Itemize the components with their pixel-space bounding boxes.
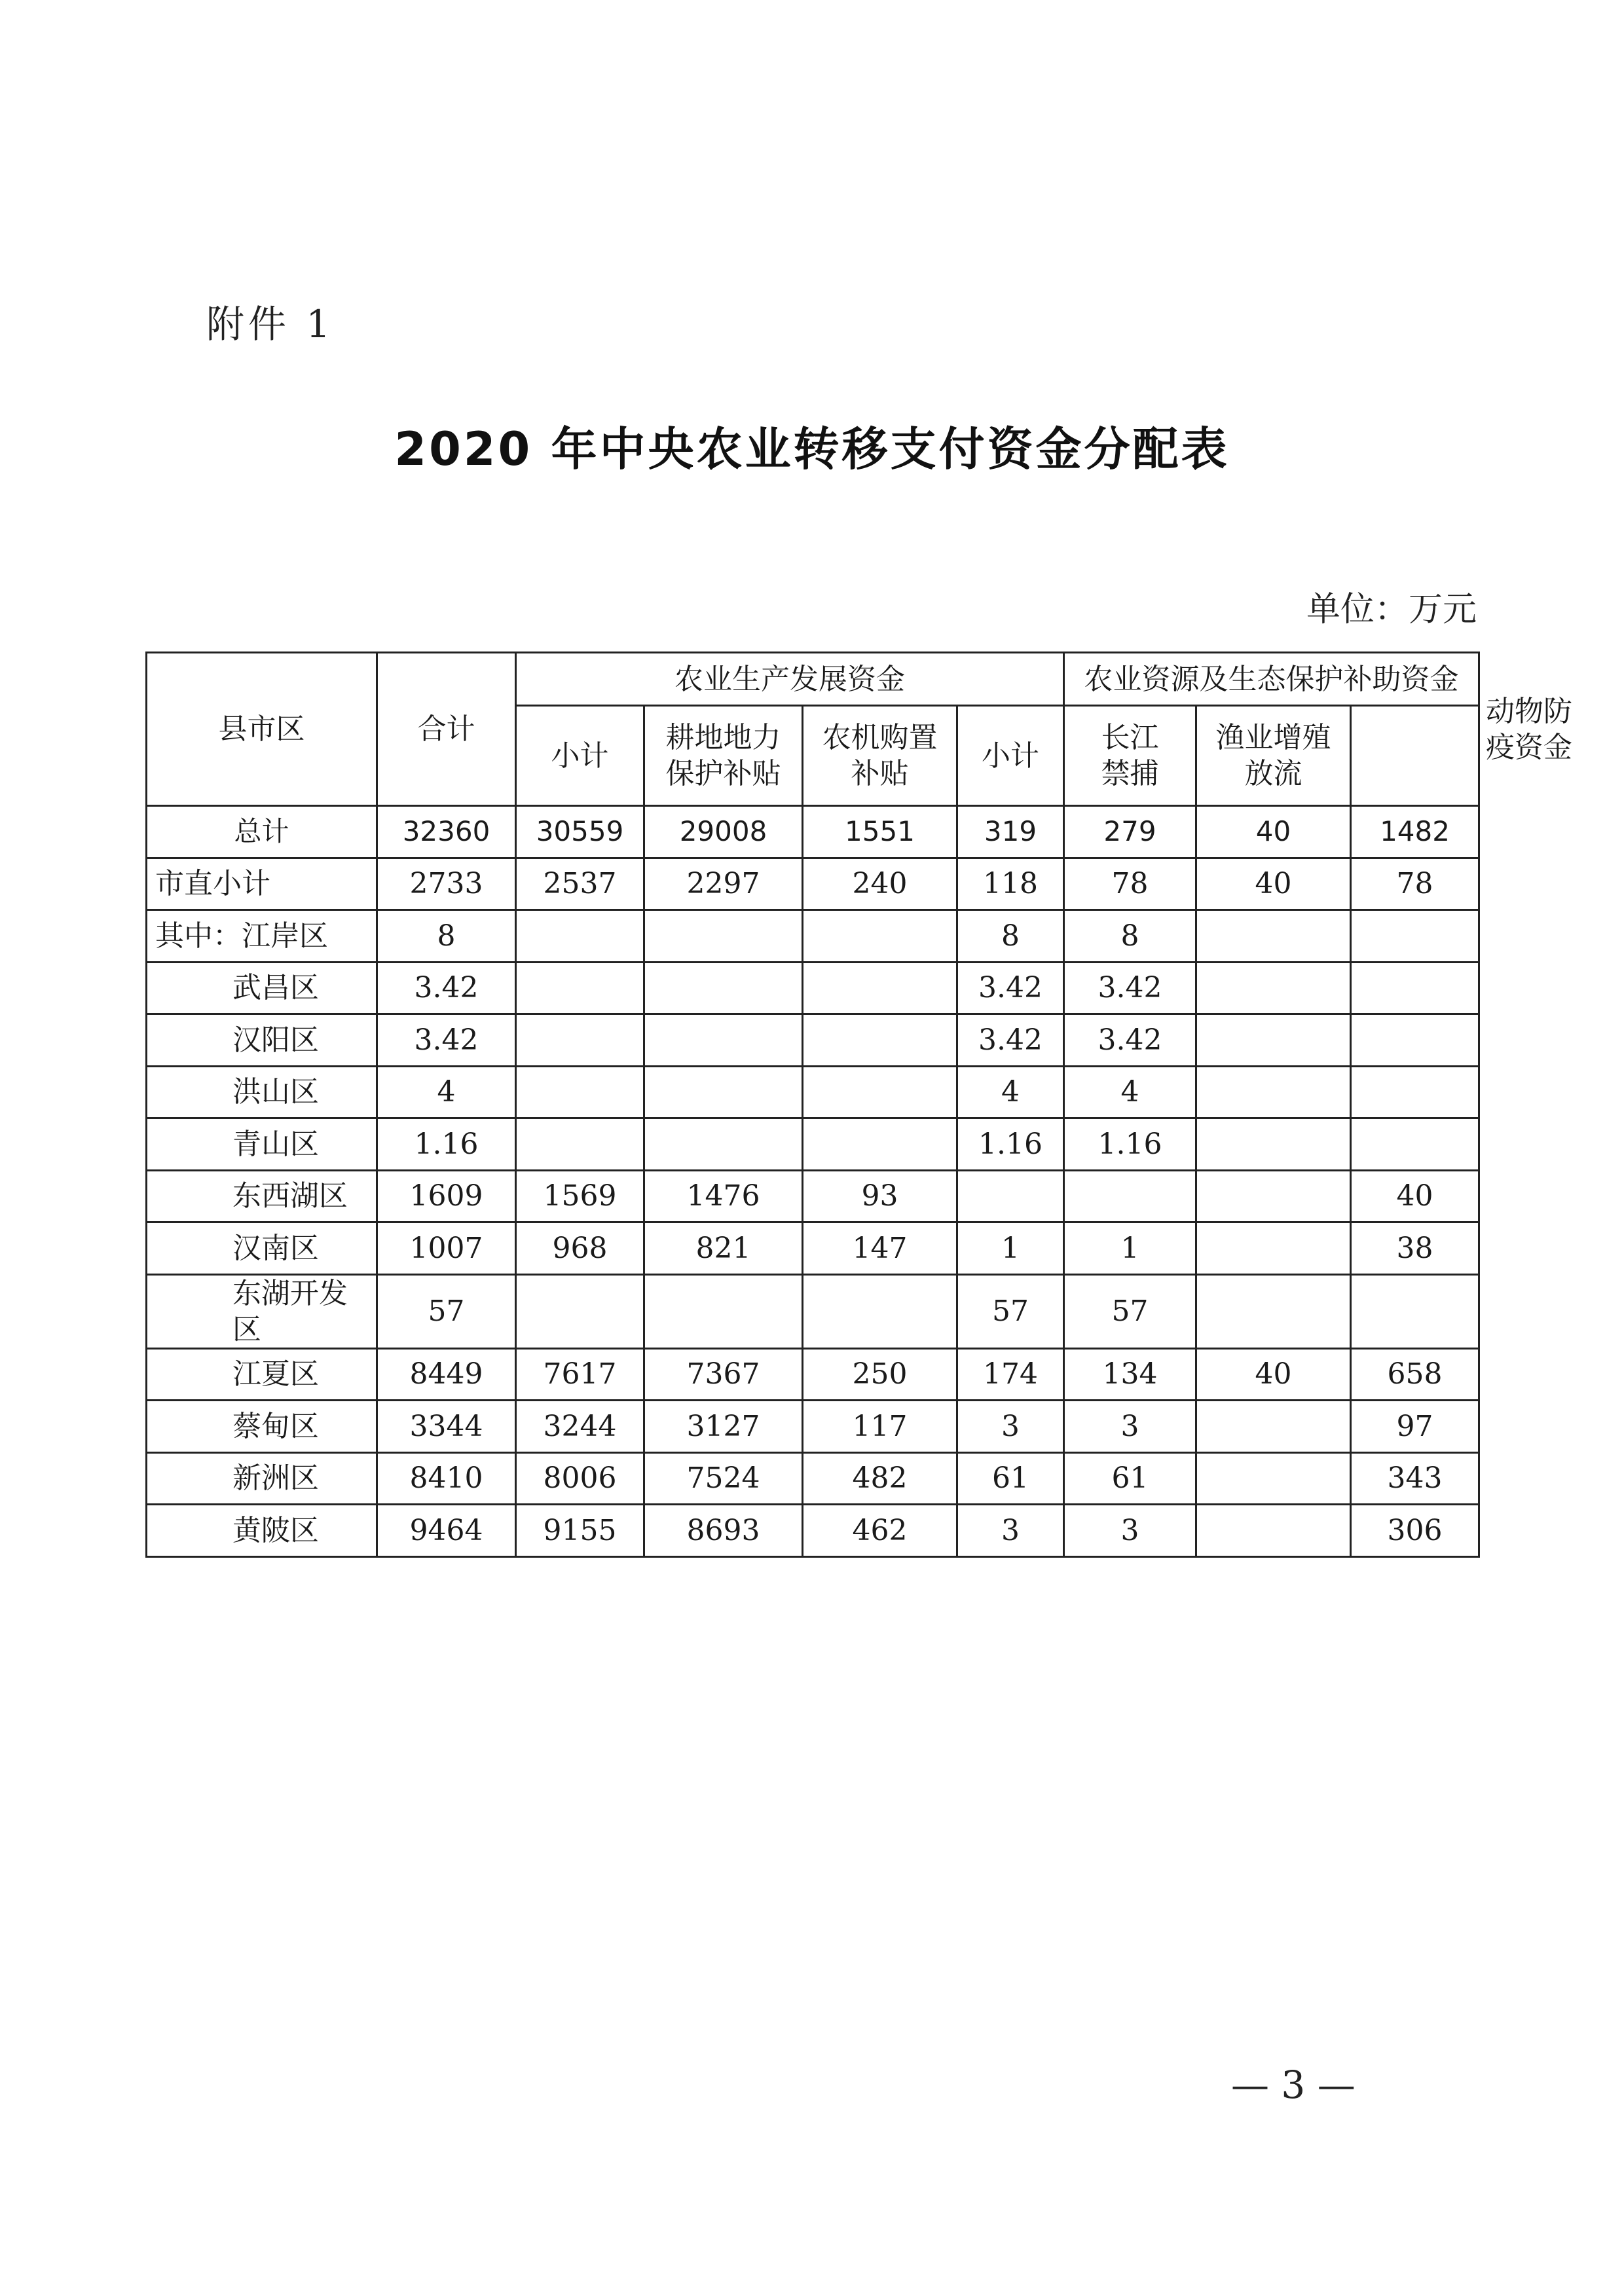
cell-prod-machinery [803,1066,957,1118]
cell-animal [1351,1014,1479,1067]
cell-total: 57 [377,1274,516,1348]
row-name: 黄陂区 [147,1505,377,1557]
table-row [147,962,1479,1014]
row-name: 洪山区 [147,1066,377,1118]
header-prod-subtotal: 小计 [516,706,644,806]
cell-animal: 40 [1351,1170,1479,1222]
cell-prod-machinery [803,1014,957,1067]
cell-prod-farmland: 821 [644,1222,803,1275]
cell-prod-subtotal: 968 [516,1222,644,1275]
table-row [147,1222,1479,1275]
cell-res-fishery [1196,1222,1351,1275]
cell-res-yangtze [1064,1170,1196,1222]
cell-animal: 343 [1351,1452,1479,1505]
cell-total: 1007 [377,1222,516,1275]
cell-res-fishery: 40 [1196,1348,1351,1401]
table-row [147,1348,1479,1401]
cell-res-subtotal: 1.16 [957,1118,1064,1171]
cell-res-yangtze: 3 [1064,1401,1196,1453]
header-res-subtotal: 小计 [957,706,1064,806]
table-row [147,1170,1479,1222]
cell-prod-farmland [644,1014,803,1067]
cell-prod-farmland: 7367 [644,1348,803,1401]
header-prod-farmland [644,706,803,806]
cell-res-yangtze: 3.42 [1064,1014,1196,1067]
cell-res-yangtze: 61 [1064,1452,1196,1505]
cell-res-subtotal: 3 [957,1401,1064,1453]
cell-res-yangtze: 1 [1064,1222,1196,1275]
cell-res-subtotal: 174 [957,1348,1064,1401]
cell-prod-subtotal [516,1014,644,1067]
header-total: 合计 [377,653,516,806]
cell-res-fishery: 40 [1196,858,1351,910]
header-animal-text: 动物防疫资金 [1486,694,1573,764]
cell-animal: 1482 [1351,806,1479,858]
cell-res-fishery: 40 [1196,806,1351,858]
table-row [147,1452,1479,1505]
header-row-1 [147,653,1479,706]
header-prod-farmland-text: 耕地地力保护补贴 [665,721,781,790]
cell-res-subtotal: 57 [957,1274,1064,1348]
cell-prod-subtotal [516,1118,644,1171]
cell-res-fishery [1196,1014,1351,1067]
cell-animal [1351,962,1479,1014]
cell-animal [1351,910,1479,963]
row-name: 新洲区 [147,1452,377,1505]
cell-prod-subtotal [516,1274,644,1348]
page-number: — 3 — [1231,2063,1356,2107]
row-name: 总计 [147,806,377,858]
cell-res-subtotal: 61 [957,1452,1064,1505]
cell-prod-machinery [803,962,957,1014]
cell-prod-farmland: 2297 [644,858,803,910]
cell-res-yangtze: 8 [1064,910,1196,963]
cell-res-yangtze: 3 [1064,1505,1196,1557]
allocation-table [145,652,1573,1558]
cell-res-yangtze: 134 [1064,1348,1196,1401]
cell-animal: 658 [1351,1348,1479,1401]
cell-res-yangtze: 3.42 [1064,962,1196,1014]
table-row [147,1401,1479,1453]
row-name: 武昌区 [147,962,377,1014]
cell-prod-farmland [644,1066,803,1118]
cell-prod-subtotal: 1569 [516,1170,644,1222]
cell-res-fishery [1196,1066,1351,1118]
header-res-fishery-text: 渔业增殖放流 [1215,721,1331,790]
cell-animal: 306 [1351,1505,1479,1557]
cell-prod-subtotal: 9155 [516,1505,644,1557]
cell-prod-subtotal: 8006 [516,1452,644,1505]
cell-total: 3344 [377,1401,516,1453]
cell-animal: 38 [1351,1222,1479,1275]
cell-prod-farmland: 8693 [644,1505,803,1557]
cell-res-fishery [1196,1452,1351,1505]
cell-total: 9464 [377,1505,516,1557]
unit-label: 单位：万元 [1306,590,1477,629]
header-prod-machinery-text: 农机购置补贴 [822,721,938,790]
row-name: 青山区 [147,1118,377,1171]
cell-res-subtotal: 319 [957,806,1064,858]
cell-total: 1609 [377,1170,516,1222]
cell-total: 4 [377,1066,516,1118]
cell-prod-farmland [644,1118,803,1171]
cell-animal [1351,1118,1479,1171]
cell-prod-machinery: 93 [803,1170,957,1222]
table-row [147,806,1479,858]
header-group-production: 农业生产发展资金 [516,653,1064,706]
cell-prod-machinery [803,1118,957,1171]
cell-res-subtotal: 1 [957,1222,1064,1275]
cell-animal [1351,1066,1479,1118]
header-county: 县市区 [147,653,377,806]
cell-prod-machinery [803,910,957,963]
header-prod-machinery [803,706,957,806]
row-name: 汉南区 [147,1222,377,1275]
table-row [147,910,1479,963]
cell-prod-farmland [644,1274,803,1348]
cell-animal: 78 [1351,858,1479,910]
cell-animal: 97 [1351,1401,1479,1453]
table-row [147,1505,1479,1557]
row-name: 汉阳区 [147,1014,377,1067]
page-title: 2020 年中央农业转移支付资金分配表 [394,422,1230,476]
cell-prod-machinery: 147 [803,1222,957,1275]
cell-total: 8449 [377,1348,516,1401]
cell-total: 3.42 [377,1014,516,1067]
table-row [147,858,1479,910]
cell-res-fishery [1196,1505,1351,1557]
cell-total: 8 [377,910,516,963]
table-row [147,1014,1479,1067]
row-name: 东西湖区 [147,1170,377,1222]
cell-res-yangtze: 1.16 [1064,1118,1196,1171]
row-name: 市直小计 [147,858,377,910]
attachment-label: 附件 1 [206,302,335,346]
cell-total: 8410 [377,1452,516,1505]
cell-prod-farmland [644,910,803,963]
header-res-yangtze [1064,706,1196,806]
cell-res-subtotal: 3 [957,1505,1064,1557]
cell-prod-farmland: 1476 [644,1170,803,1222]
cell-prod-farmland [644,962,803,1014]
cell-prod-machinery: 462 [803,1505,957,1557]
table-row [147,1066,1479,1118]
cell-total: 1.16 [377,1118,516,1171]
cell-prod-subtotal: 7617 [516,1348,644,1401]
cell-prod-farmland: 29008 [644,806,803,858]
cell-prod-subtotal: 3244 [516,1401,644,1453]
header-group-resource: 农业资源及生态保护补助资金 [1064,653,1479,706]
table-body [147,806,1479,1557]
row-name: 东湖开发区 [147,1274,377,1348]
cell-prod-machinery: 250 [803,1348,957,1401]
table-row [147,1274,1479,1348]
cell-res-subtotal: 3.42 [957,1014,1064,1067]
cell-res-subtotal [957,1170,1064,1222]
row-name: 其中：江岸区 [147,910,377,963]
cell-prod-machinery: 240 [803,858,957,910]
cell-res-fishery [1196,1118,1351,1171]
cell-res-yangtze: 4 [1064,1066,1196,1118]
cell-prod-machinery: 1551 [803,806,957,858]
cell-prod-machinery [803,1274,957,1348]
row-name: 江夏区 [147,1348,377,1401]
cell-total: 32360 [377,806,516,858]
header-res-yangtze-text: 长江禁捕 [1101,721,1159,790]
row-name: 蔡甸区 [147,1401,377,1453]
cell-prod-machinery: 117 [803,1401,957,1453]
cell-prod-subtotal [516,1066,644,1118]
cell-res-yangtze: 279 [1064,806,1196,858]
cell-prod-subtotal: 2537 [516,858,644,910]
cell-prod-machinery: 482 [803,1452,957,1505]
cell-res-fishery [1196,910,1351,963]
cell-prod-farmland: 7524 [644,1452,803,1505]
cell-res-subtotal: 118 [957,858,1064,910]
cell-res-yangtze: 57 [1064,1274,1196,1348]
cell-res-subtotal: 8 [957,910,1064,963]
cell-res-fishery [1196,962,1351,1014]
cell-res-yangtze: 78 [1064,858,1196,910]
cell-res-subtotal: 3.42 [957,962,1064,1014]
cell-total: 3.42 [377,962,516,1014]
cell-res-fishery [1196,1274,1351,1348]
cell-res-fishery [1196,1401,1351,1453]
cell-animal [1351,1274,1479,1348]
cell-prod-subtotal [516,910,644,963]
cell-total: 2733 [377,858,516,910]
cell-prod-subtotal: 30559 [516,806,644,858]
header-res-fishery [1196,706,1351,806]
cell-prod-farmland: 3127 [644,1401,803,1453]
table-row [147,1118,1479,1171]
cell-res-subtotal: 4 [957,1066,1064,1118]
cell-res-fishery [1196,1170,1351,1222]
cell-prod-subtotal [516,962,644,1014]
